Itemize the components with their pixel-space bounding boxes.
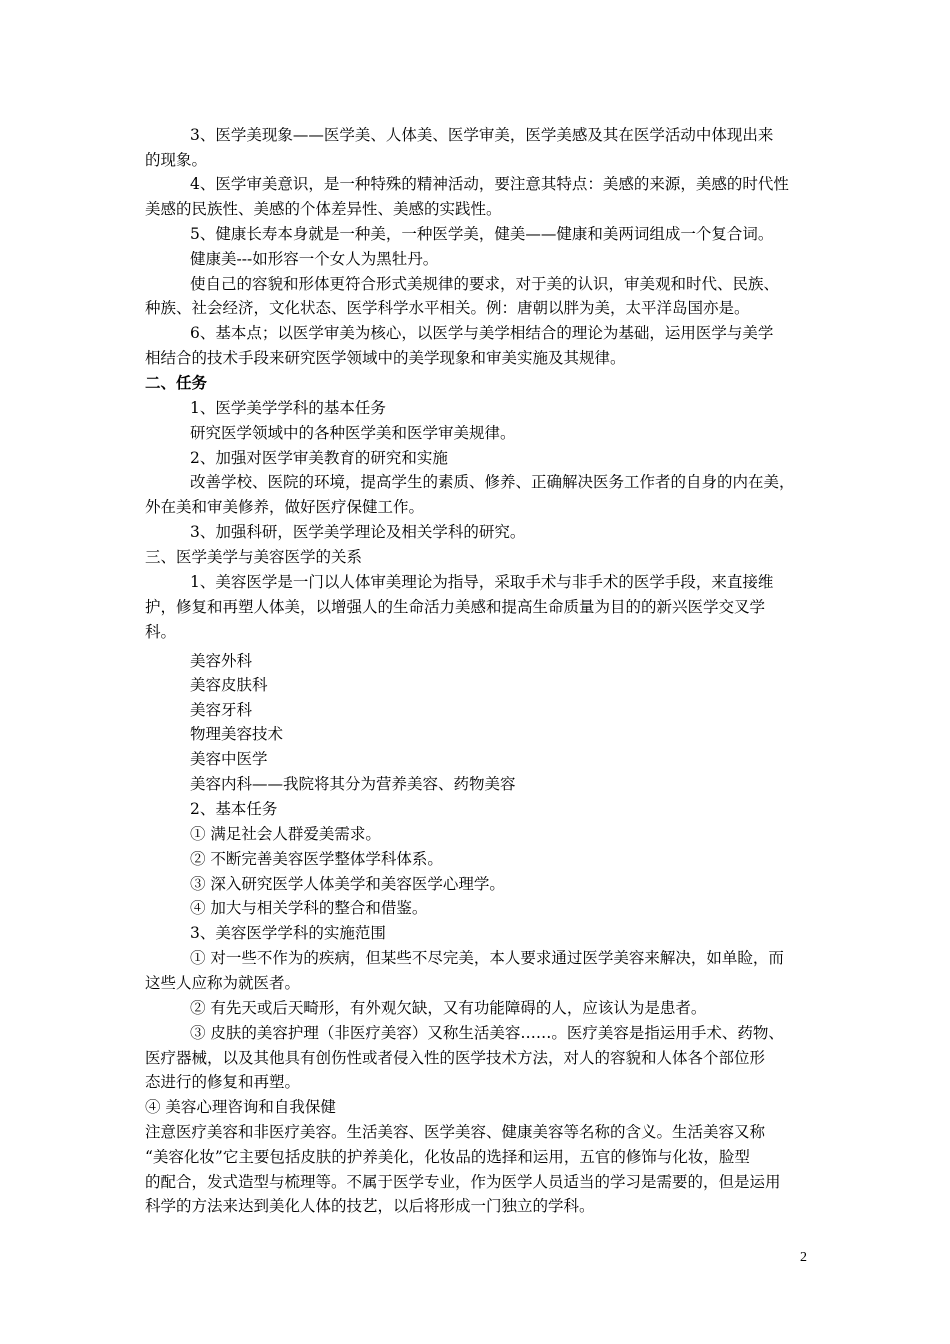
list-item: ③ 皮肤的美容护理（非医疗美容）又称生活美容……。医疗美容是指运用手术、药物、: [190, 1024, 784, 1042]
text-line: 研究医学领域中的各种医学美和医学审美规律。: [190, 424, 516, 442]
text-line: 健康美---如形容一个女人为黑牡丹。: [190, 250, 439, 268]
list-item: 美容牙科: [190, 701, 253, 719]
section-heading: 二、任务: [145, 373, 208, 392]
text-line: “美容化妆”它主要包括皮肤的护养美化，化妆品的选择和运用，五官的修饰与化妆，脸型: [145, 1148, 750, 1166]
list-item: ④ 美容心理咨询和自我保健: [145, 1098, 336, 1116]
text-line: 科。: [145, 623, 177, 641]
list-item: 美容外科: [190, 652, 253, 670]
text-line: 注意医疗美容和非医疗美容。生活美容、医学美容、健康美容等名称的含义。生活美容又称: [145, 1123, 766, 1141]
text-line: 的现象。: [145, 151, 208, 169]
text-line: 改善学校、医院的环境，提高学生的素质、修养、正确解决医务工作者的自身的内在美，: [190, 473, 795, 491]
text-line: 美感的民族性、美感的个体差异性、美感的实践性。: [145, 200, 502, 218]
list-item: ④ 加大与相关学科的整合和借鉴。: [190, 899, 428, 917]
list-item: ① 对一些不作为的疾病，但某些不尽完美，本人要求通过医学美容来解决，如单睑，而: [190, 949, 784, 967]
text-line: 3、医学美现象——医学美、人体美、医学审美，医学美感及其在医学活动中体现出来: [190, 126, 774, 144]
list-item: ① 满足社会人群爱美需求。: [190, 825, 381, 843]
text-line: 护，修复和再塑人体美，以增强人的生命活力美感和提高生命质量为目的的新兴医学交叉学: [145, 598, 766, 616]
text-line: 4、医学审美意识，是一种特殊的精神活动，要注意其特点：美感的来源，美感的时代性: [190, 175, 789, 193]
text-line: 2、加强对医学审美教育的研究和实施: [190, 449, 448, 467]
list-item: 美容中医学: [190, 750, 268, 768]
text-line: 科学的方法来达到美化人体的技艺，以后将形成一门独立的学科。: [145, 1197, 595, 1215]
list-item: 美容内科——我院将其分为营养美容、药物美容: [190, 775, 516, 793]
text-line: 5、健康长寿本身就是一种美，一种医学美，健美——健康和美两词组成一个复合词。: [190, 225, 774, 243]
text-line: 1、医学美学学科的基本任务: [190, 399, 386, 417]
text-line: 1、美容医学是一门以人体审美理论为指导，采取手术与非手术的医学手段，来直接维: [190, 573, 774, 591]
text-line: 2、基本任务: [190, 800, 278, 818]
page-number: 2: [800, 1250, 807, 1265]
list-item: ② 有先天或后天畸形，有外观欠缺，又有功能障碍的人，应该认为是患者。: [190, 999, 707, 1017]
list-item: 物理美容技术: [190, 725, 284, 743]
text-line: 3、美容医学学科的实施范围: [190, 924, 386, 942]
text-line: 6、基本点；以医学审美为核心，以医学与美学相结合的理论为基础，运用医学与美学: [190, 324, 774, 342]
text-line: 的配合，发式造型与梳理等。不属于医学专业，作为医学人员适当的学习是需要的，但是运用: [145, 1173, 781, 1191]
text-line: 3、加强科研，医学美学理论及相关学科的研究。: [190, 523, 526, 541]
text-line: 使自己的容貌和形体更符合形式美规律的要求，对于美的认识，审美观和时代、民族、: [190, 275, 780, 293]
list-item: 美容皮肤科: [190, 676, 268, 694]
text-line: 这些人应称为就医者。: [145, 974, 301, 992]
text-line: 态进行的修复和再塑。: [145, 1073, 301, 1091]
text-line: 种族、社会经济，文化状态、医学科学水平相关。例：唐朝以胖为美，太平洋岛国亦是。: [145, 299, 750, 317]
list-item: ② 不断完善美容医学整体学科体系。: [190, 850, 443, 868]
list-item: ③ 深入研究医学人体美学和美容医学心理学。: [190, 875, 505, 893]
text-line: 外在美和审美修养，做好医疗保健工作。: [145, 498, 425, 516]
text-line: 医疗器械，以及其他具有创伤性或者侵入性的医学技术方法，对人的容貌和人体各个部位形: [145, 1049, 766, 1067]
text-line: 相结合的技术手段来研究医学领域中的美学现象和审美实施及其规律。: [145, 349, 626, 367]
section-heading: 三、医学美学与美容医学的关系: [145, 548, 363, 566]
